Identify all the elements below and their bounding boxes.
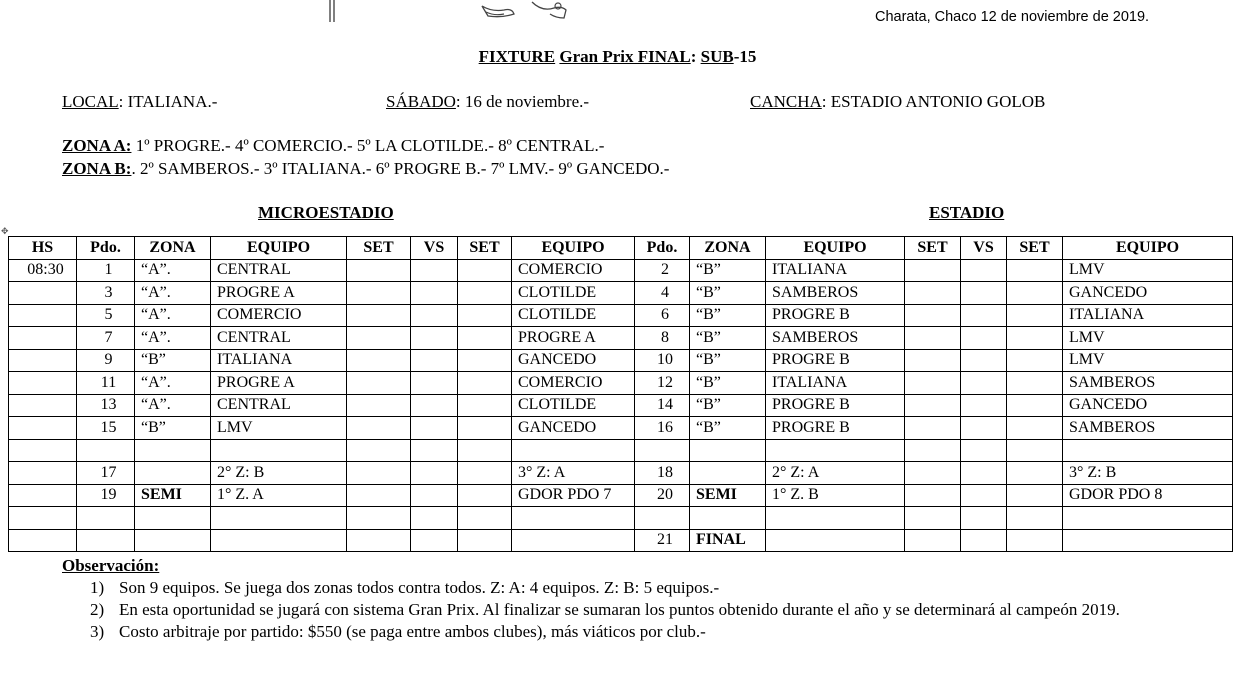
table-cell	[961, 529, 1007, 552]
table-cell	[1007, 484, 1063, 507]
table-cell	[77, 439, 135, 462]
zona-a-label: ZONA A:	[62, 136, 132, 155]
table-cell	[411, 394, 458, 417]
table-cell	[458, 304, 512, 327]
table-cell: PROGRE A	[211, 372, 347, 395]
day-info	[386, 92, 589, 112]
table-cell	[905, 304, 961, 327]
table-cell	[905, 259, 961, 282]
table-cell: SEMI	[690, 484, 766, 507]
table-cell: 18	[635, 462, 690, 485]
table-cell	[9, 282, 77, 305]
observacion-text: En esta oportunidad se jugará con sistema Gran Prix. Al finalizar se sumaran los puntos obtenido durante el año y se determinará al campeón 2019.	[119, 600, 1120, 619]
table-cell	[458, 417, 512, 440]
table-cell	[347, 282, 411, 305]
table-cell	[961, 259, 1007, 282]
table-cell	[1007, 417, 1063, 440]
header-cell: Pdo.	[635, 237, 690, 260]
table-cell: LMV	[211, 417, 347, 440]
table-cell	[458, 327, 512, 350]
table-cell: “B”	[690, 327, 766, 350]
table-cell: 08:30	[9, 259, 77, 282]
table-cell	[961, 282, 1007, 305]
header-cell: SET	[347, 237, 411, 260]
observacion-item	[90, 577, 1190, 599]
table-cell	[1007, 304, 1063, 327]
table-cell	[411, 372, 458, 395]
cancha-info	[750, 92, 1045, 112]
table-cell	[512, 439, 635, 462]
table-cell	[905, 372, 961, 395]
table-row	[9, 282, 1233, 305]
table-cell: GANCEDO	[1063, 394, 1233, 417]
observacion-list	[90, 577, 1190, 643]
table-cell	[905, 484, 961, 507]
header-cell: SET	[458, 237, 512, 260]
header-cell: EQUIPO	[766, 237, 905, 260]
table-row	[9, 259, 1233, 282]
header-cell: HS	[9, 237, 77, 260]
table-cell	[411, 462, 458, 485]
table-row	[9, 529, 1233, 552]
club-logo-partial	[326, 0, 586, 24]
table-row	[9, 462, 1233, 485]
table-cell: CLOTILDE	[512, 304, 635, 327]
table-cell: CENTRAL	[211, 259, 347, 282]
table-cell	[458, 507, 512, 530]
table-cell	[961, 394, 1007, 417]
day-value: : 16 de noviembre.-	[455, 92, 590, 111]
table-row	[9, 327, 1233, 350]
table-cell: “A”.	[135, 327, 211, 350]
local-value: : ITALIANA.-	[118, 92, 218, 111]
table-cell	[961, 327, 1007, 350]
table-row	[9, 439, 1233, 462]
table-cell: COMERCIO	[512, 259, 635, 282]
observacion-title: Observación:	[62, 556, 160, 575]
table-cell: “B”	[690, 349, 766, 372]
table-cell: 2° Z: B	[211, 462, 347, 485]
table-cell: “A”.	[135, 304, 211, 327]
table-cell	[347, 462, 411, 485]
table-cell	[77, 507, 135, 530]
table-cell: CLOTILDE	[512, 282, 635, 305]
table-cell	[347, 327, 411, 350]
table-cell	[347, 259, 411, 282]
table-cell: “A”.	[135, 394, 211, 417]
table-cell: “B”	[690, 372, 766, 395]
header-cell: Pdo.	[77, 237, 135, 260]
table-cell: PROGRE A	[211, 282, 347, 305]
table-cell: 11	[77, 372, 135, 395]
table-cell	[961, 439, 1007, 462]
table-cell	[135, 507, 211, 530]
table-header-row	[9, 237, 1233, 260]
table-cell: CENTRAL	[211, 327, 347, 350]
table-cell	[135, 462, 211, 485]
table-row	[9, 484, 1233, 507]
table-cell: FINAL	[690, 529, 766, 552]
table-cell	[9, 484, 77, 507]
table-cell	[905, 417, 961, 440]
header-cell: VS	[961, 237, 1007, 260]
table-cell: LMV	[1063, 349, 1233, 372]
table-cell	[961, 304, 1007, 327]
table-cell: 4	[635, 282, 690, 305]
local-label: LOCAL	[62, 92, 119, 111]
table-cell	[905, 507, 961, 530]
section-microestadio: MICROESTADIO	[258, 203, 394, 222]
table-cell	[458, 349, 512, 372]
table-cell	[458, 462, 512, 485]
table-cell	[1007, 372, 1063, 395]
table-cell: PROGRE B	[766, 417, 905, 440]
table-cell	[347, 417, 411, 440]
table-cell	[1007, 394, 1063, 417]
table-cell	[9, 439, 77, 462]
table-cell	[458, 372, 512, 395]
table-cell	[458, 529, 512, 552]
title-sub: SUB	[700, 47, 734, 66]
observacion-text: Costo arbitraje por partido: $550 (se paga entre ambos clubes), más viáticos por club.-	[119, 622, 706, 641]
table-cell	[458, 282, 512, 305]
section-estadio: ESTADIO	[929, 203, 1005, 222]
table-move-handle-icon[interactable]: ✥	[1, 226, 9, 236]
table-cell: “A”.	[135, 282, 211, 305]
header-cell: ZONA	[135, 237, 211, 260]
table-cell	[9, 462, 77, 485]
table-cell: 1° Z. A	[211, 484, 347, 507]
table-cell: PROGRE B	[766, 349, 905, 372]
table-cell: GANCEDO	[1063, 282, 1233, 305]
zona-b-teams: . 2º SAMBEROS.- 3º ITALIANA.- 6º PROGRE B.- 7º LMV.- 9º GANCEDO.-	[131, 159, 670, 178]
table-cell: 7	[77, 327, 135, 350]
table-cell: 13	[77, 394, 135, 417]
table-cell	[135, 439, 211, 462]
table-cell: 9	[77, 349, 135, 372]
table-cell	[9, 304, 77, 327]
table-cell: COMERCIO	[512, 372, 635, 395]
table-cell	[635, 507, 690, 530]
table-cell	[411, 304, 458, 327]
table-cell: LMV	[1063, 259, 1233, 282]
zona-b-label: ZONA B:	[62, 159, 132, 178]
table-cell	[961, 462, 1007, 485]
table-cell	[9, 507, 77, 530]
table-cell	[961, 349, 1007, 372]
table-cell	[135, 529, 211, 552]
table-cell	[961, 417, 1007, 440]
day-label: SÁBADO	[386, 92, 456, 111]
table-cell: 10	[635, 349, 690, 372]
table-cell	[905, 394, 961, 417]
table-cell	[1007, 282, 1063, 305]
title-colon: :	[690, 47, 701, 66]
table-cell	[1007, 529, 1063, 552]
table-cell: COMERCIO	[211, 304, 347, 327]
table-cell	[77, 529, 135, 552]
table-cell	[411, 484, 458, 507]
table-cell: SAMBEROS	[1063, 417, 1233, 440]
table-cell	[690, 439, 766, 462]
observacion-number: 2)	[90, 600, 105, 619]
table-cell: GDOR PDO 7	[512, 484, 635, 507]
table-cell	[9, 529, 77, 552]
table-cell: LMV	[1063, 327, 1233, 350]
table-cell	[458, 484, 512, 507]
table-cell	[347, 372, 411, 395]
table-cell: GDOR PDO 8	[1063, 484, 1233, 507]
table-cell	[512, 507, 635, 530]
title-sub-number: -15	[733, 47, 757, 66]
cancha-value: : ESTADIO ANTONIO GOLOB	[821, 92, 1046, 111]
table-cell: SEMI	[135, 484, 211, 507]
table-cell	[411, 327, 458, 350]
table-cell	[1007, 259, 1063, 282]
table-cell: 20	[635, 484, 690, 507]
table-cell	[9, 394, 77, 417]
table-cell	[347, 394, 411, 417]
table-cell: SAMBEROS	[1063, 372, 1233, 395]
table-cell	[905, 462, 961, 485]
table-cell: 17	[77, 462, 135, 485]
table-cell: CLOTILDE	[512, 394, 635, 417]
table-cell	[766, 439, 905, 462]
table-row	[9, 507, 1233, 530]
cancha-label: CANCHA	[750, 92, 822, 111]
table-cell: “A”.	[135, 259, 211, 282]
table-cell	[961, 507, 1007, 530]
table-cell	[411, 259, 458, 282]
zona-a-teams: 1º PROGRE.- 4º COMERCIO.- 5º LA CLOTILDE.- 8º CENTRAL.-	[131, 136, 605, 155]
table-cell	[411, 417, 458, 440]
table-cell	[1063, 439, 1233, 462]
table-cell: 21	[635, 529, 690, 552]
table-cell: SAMBEROS	[766, 282, 905, 305]
table-cell	[1007, 327, 1063, 350]
table-cell	[411, 529, 458, 552]
table-cell	[411, 349, 458, 372]
table-cell	[347, 529, 411, 552]
table-cell	[905, 282, 961, 305]
table-cell: PROGRE B	[766, 304, 905, 327]
table-cell	[766, 529, 905, 552]
table-cell	[905, 529, 961, 552]
document-title	[0, 47, 1235, 67]
table-cell: 5	[77, 304, 135, 327]
title-fixture: FIXTURE	[478, 47, 556, 66]
table-cell	[766, 507, 905, 530]
table-cell: PROGRE B	[766, 394, 905, 417]
table-cell	[9, 349, 77, 372]
table-cell	[9, 327, 77, 350]
table-cell: 3° Z: B	[1063, 462, 1233, 485]
table-cell: CENTRAL	[211, 394, 347, 417]
table-cell	[347, 484, 411, 507]
table-cell: “B”	[690, 394, 766, 417]
observacion-number: 1)	[90, 578, 105, 597]
table-cell: ITALIANA	[211, 349, 347, 372]
observacion-item	[90, 621, 1190, 643]
table-cell	[458, 394, 512, 417]
table-row	[9, 304, 1233, 327]
table-cell	[347, 349, 411, 372]
header-cell: SET	[905, 237, 961, 260]
header-cell: ZONA	[690, 237, 766, 260]
observacion-item	[90, 599, 1190, 621]
table-cell: 15	[77, 417, 135, 440]
table-cell	[905, 327, 961, 350]
table-cell: ITALIANA	[766, 259, 905, 282]
table-cell: 12	[635, 372, 690, 395]
table-cell	[1063, 529, 1233, 552]
table-cell: “B”	[135, 349, 211, 372]
table-row	[9, 349, 1233, 372]
table-cell	[458, 439, 512, 462]
table-cell: 8	[635, 327, 690, 350]
table-cell	[347, 507, 411, 530]
table-cell	[411, 507, 458, 530]
table-cell: 1	[77, 259, 135, 282]
table-cell: 3	[77, 282, 135, 305]
table-cell: “A”.	[135, 372, 211, 395]
table-cell	[1007, 507, 1063, 530]
table-cell	[1007, 349, 1063, 372]
header-cell: VS	[411, 237, 458, 260]
table-row	[9, 372, 1233, 395]
table-cell	[458, 259, 512, 282]
table-cell: GANCEDO	[512, 417, 635, 440]
table-cell	[905, 349, 961, 372]
table-cell	[1063, 507, 1233, 530]
observacion-text: Son 9 equipos. Se juega dos zonas todos contra todos. Z: A: 4 equipos. Z: B: 5 equipos.-	[119, 578, 720, 597]
table-cell: SAMBEROS	[766, 327, 905, 350]
document-date: Charata, Chaco 12 de noviembre de 2019.	[875, 9, 1150, 25]
table-cell	[211, 507, 347, 530]
table-cell	[9, 372, 77, 395]
table-cell: 14	[635, 394, 690, 417]
table-cell: ITALIANA	[766, 372, 905, 395]
header-cell: SET	[1007, 237, 1063, 260]
table-cell: ITALIANA	[1063, 304, 1233, 327]
zona-b-line	[62, 159, 669, 179]
table-cell: 19	[77, 484, 135, 507]
table-row	[9, 417, 1233, 440]
table-cell	[1007, 462, 1063, 485]
local-info	[62, 92, 217, 112]
table-cell: 1° Z. B	[766, 484, 905, 507]
table-cell	[635, 439, 690, 462]
header-cell: EQUIPO	[512, 237, 635, 260]
table-cell	[961, 372, 1007, 395]
table-cell	[411, 282, 458, 305]
table-cell: 6	[635, 304, 690, 327]
table-cell: GANCEDO	[512, 349, 635, 372]
table-cell	[211, 439, 347, 462]
table-cell	[211, 529, 347, 552]
table-cell: “B”	[135, 417, 211, 440]
zona-a-line	[62, 136, 604, 156]
table-cell: 2° Z: A	[766, 462, 905, 485]
observacion-number: 3)	[90, 622, 105, 641]
table-row	[9, 394, 1233, 417]
table-cell: 3° Z: A	[512, 462, 635, 485]
table-cell	[905, 439, 961, 462]
table-cell: “B”	[690, 282, 766, 305]
table-cell: “B”	[690, 259, 766, 282]
fixture-table	[8, 236, 1233, 552]
header-cell: EQUIPO	[211, 237, 347, 260]
table-cell	[512, 529, 635, 552]
table-cell	[961, 484, 1007, 507]
table-cell	[411, 439, 458, 462]
table-cell	[347, 439, 411, 462]
table-cell	[690, 507, 766, 530]
table-cell: 16	[635, 417, 690, 440]
table-cell: “B”	[690, 417, 766, 440]
table-cell	[9, 417, 77, 440]
table-cell	[347, 304, 411, 327]
table-cell: PROGRE A	[512, 327, 635, 350]
table-cell: “B”	[690, 304, 766, 327]
title-gran-prix: Gran Prix FINAL	[559, 47, 691, 66]
header-cell: EQUIPO	[1063, 237, 1233, 260]
table-cell	[1007, 439, 1063, 462]
table-cell: 2	[635, 259, 690, 282]
table-cell	[690, 462, 766, 485]
